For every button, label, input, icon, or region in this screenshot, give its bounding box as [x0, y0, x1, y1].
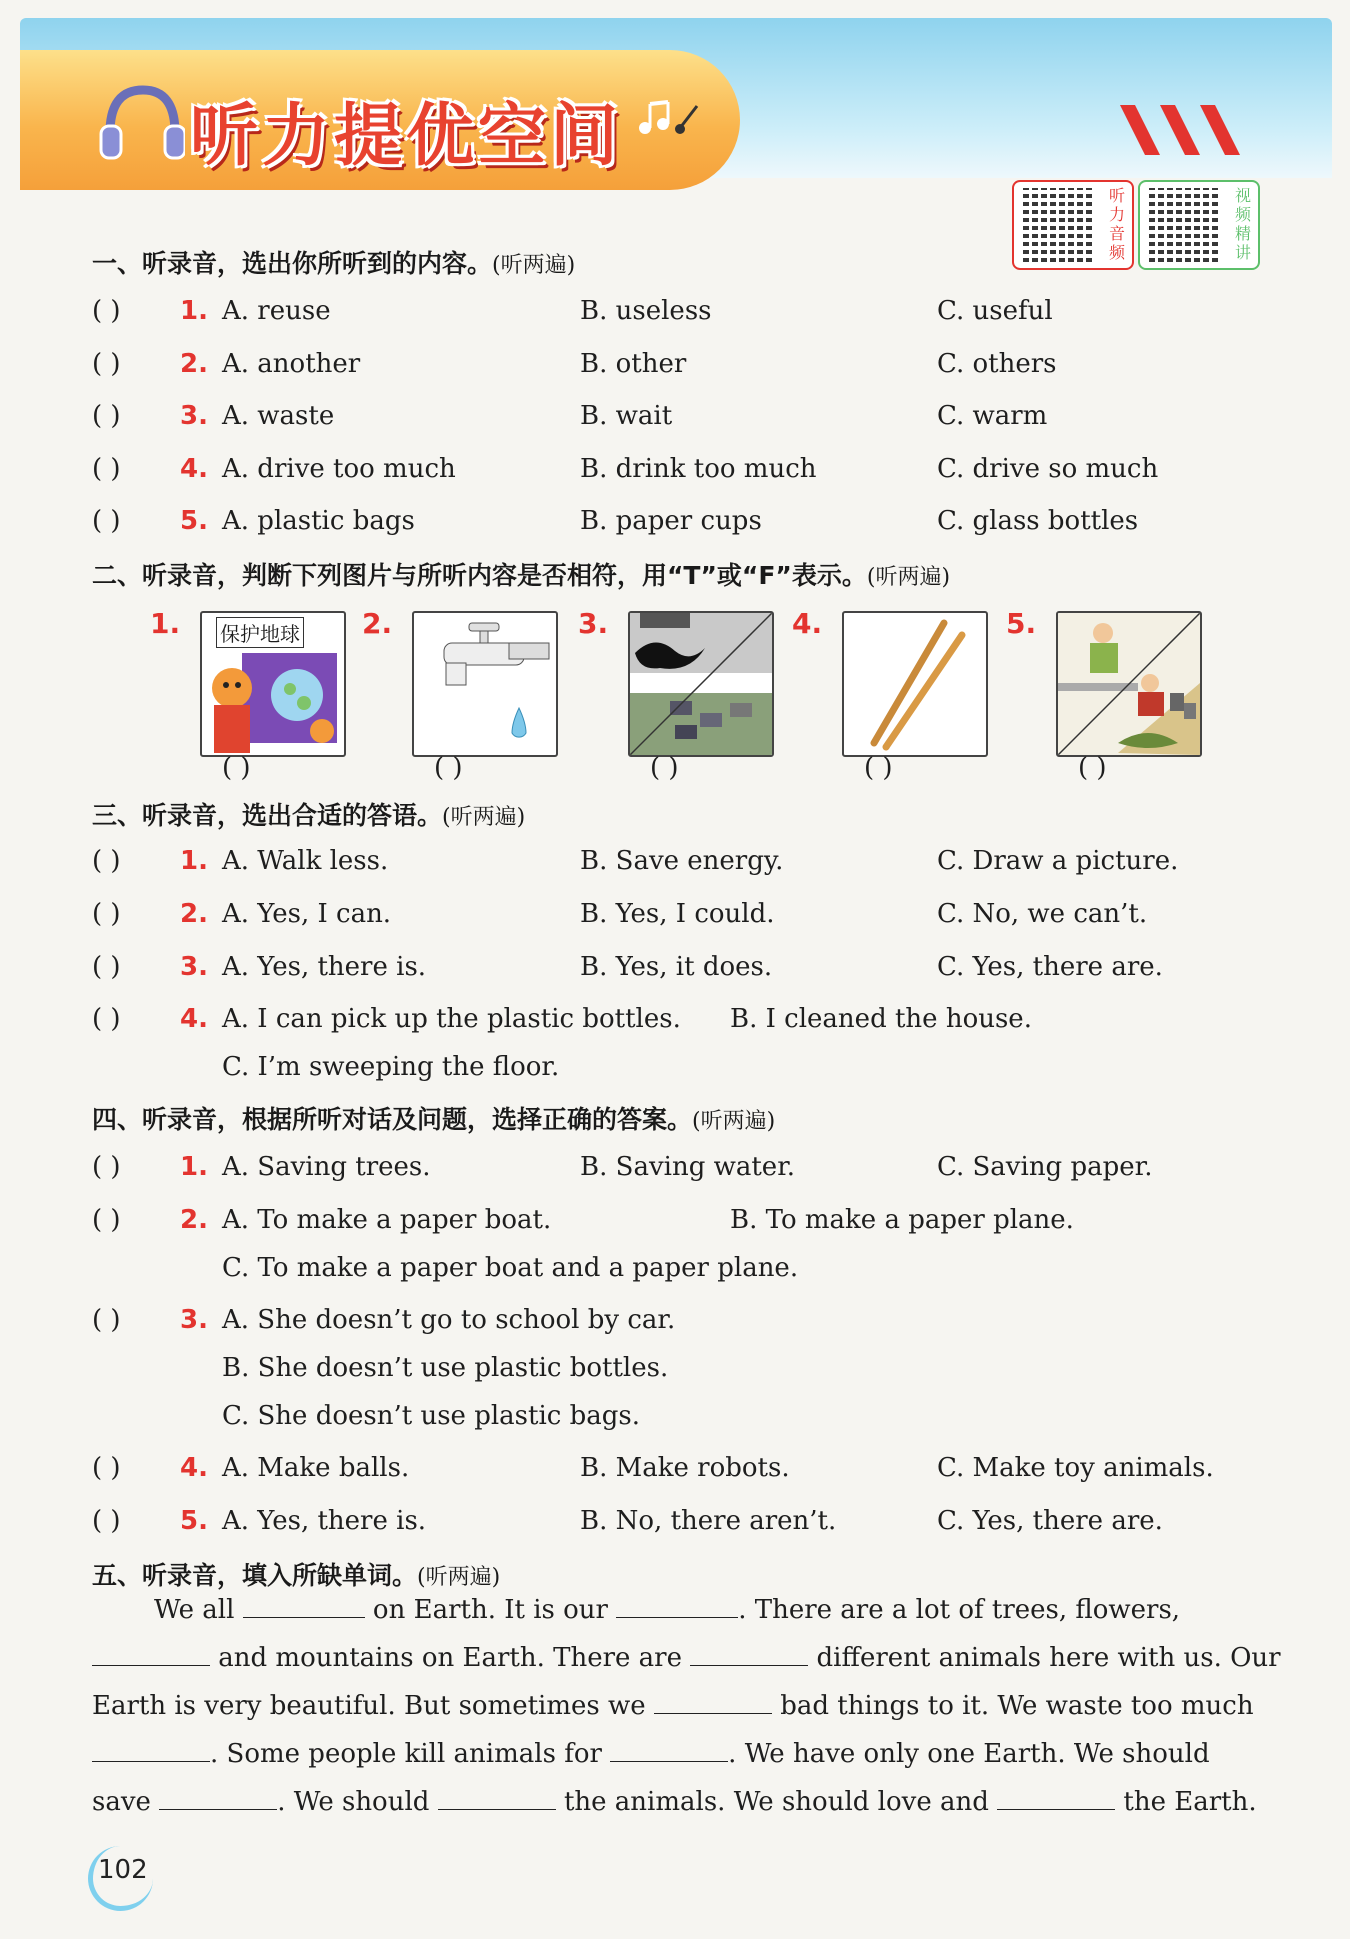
blank-input[interactable]	[243, 1595, 365, 1618]
blank-input[interactable]	[159, 1787, 277, 1810]
blank-input[interactable]	[616, 1595, 738, 1618]
blank-input[interactable]	[438, 1787, 556, 1810]
earth-protection-picture	[200, 611, 346, 757]
section-1-heading: 一、听录音，选出你所听到的内容。(听两遍)	[92, 249, 576, 278]
blank-input[interactable]	[610, 1739, 728, 1762]
passage-line: and mountains on Earth. There are different animals here with us. Our	[92, 1643, 1281, 1673]
music-note-icon	[635, 98, 705, 138]
people-scene-icon	[1058, 613, 1200, 755]
section-5-heading: 五、听录音，填入所缺单词。(听两遍)	[92, 1561, 501, 1590]
tap-picture	[412, 611, 558, 757]
page-title: 听力提优空间	[190, 97, 623, 176]
sign-caption: 保护地球	[216, 617, 304, 648]
blank-input[interactable]	[690, 1643, 808, 1666]
option-c: C. I’m sweeping the floor.	[222, 1052, 560, 1082]
blank-input[interactable]	[92, 1739, 210, 1762]
section-2-heading: 二、听录音，判断下列图片与所听内容是否相符，用“T”或“F”表示。(听两遍)	[92, 561, 951, 590]
page-number: 102	[98, 1855, 148, 1885]
qr-code-icon	[1020, 188, 1094, 262]
picture-row: 1. 保护地球 ( ) 2. ( ) 3. ( ) 4. ( ) 5. ( )	[140, 605, 1200, 785]
pollution-icon	[630, 613, 772, 755]
option-c: C. To make a paper boat and a paper plane.	[222, 1253, 799, 1283]
section-4-heading: 四、听录音，根据所听对话及问题，选择正确的答案。(听两遍)	[92, 1105, 776, 1134]
passage-line: Earth is very beautiful. But sometimes we bad things to it. We waste too much	[92, 1691, 1254, 1721]
option-c: C. She doesn’t use plastic bags.	[222, 1401, 640, 1431]
chopsticks-picture	[842, 611, 988, 757]
water-tap-icon	[414, 613, 556, 755]
passage-line: We all on Earth. It is our . There are a lot of trees, flowers,	[154, 1595, 1181, 1625]
qr-code-video[interactable]	[1138, 180, 1260, 270]
section-3-heading: 三、听录音，选出合适的答语。(听两遍)	[92, 801, 526, 830]
qr-code-icon	[1146, 188, 1220, 262]
option-b: B. She doesn’t use plastic bottles.	[222, 1353, 669, 1383]
qr-video-caption: 视 频 精 讲	[1234, 186, 1251, 262]
passage-line: . Some people kill animals for . We have only one Earth. We should	[92, 1739, 1210, 1769]
blank-input[interactable]	[997, 1787, 1115, 1810]
headphone-icon	[95, 78, 185, 168]
passage-line: save . We should the animals. We should love and the Earth.	[92, 1787, 1257, 1817]
blank-input[interactable]	[654, 1691, 772, 1714]
pollution-traffic-picture	[628, 611, 774, 757]
recycling-scene-picture	[1056, 611, 1202, 757]
qr-audio-caption: 听 力 音 频	[1108, 186, 1125, 262]
chopsticks-icon	[844, 613, 986, 755]
blank-input[interactable]	[92, 1643, 210, 1666]
qr-code-audio[interactable]	[1012, 180, 1134, 270]
decorative-slashes	[1120, 100, 1250, 160]
